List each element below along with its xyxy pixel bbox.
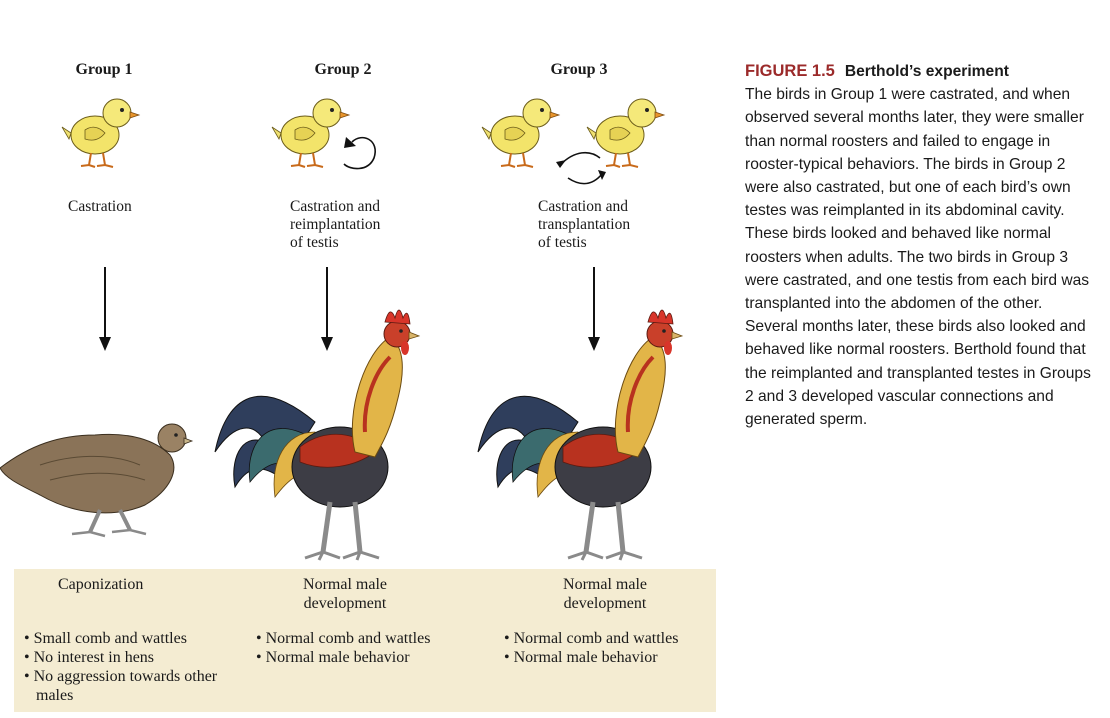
list-item: • No aggression towards other males (24, 667, 234, 705)
list-item: • No interest in hens (24, 648, 234, 667)
group-2-bullets (256, 629, 476, 667)
caption-text: The birds in Group 1 were castrated, and when observed several months later, they were smaller than normal roosters and failed to engage in rooster-typical behaviors. The birds in Group 2 were also castrated, but one of each bird’s own testes was reimplanted in its abdominal cavity. These birds looked and behaved like normal roosters when adults. The two birds in Group 3 were castrated, and one testis from each bird was transplanted into the abdomen of the other. Several months later, these birds also looked and behaved like normal roosters. Berthold found that the reimplanted and transplanted testes in Groups 2 and 3 developed vascular connections and generated sperm. (745, 86, 1091, 429)
list-item: • Normal male behavior (504, 648, 714, 667)
group-1-outcome: Caponization (58, 576, 144, 593)
group-2-arrowhead (321, 337, 333, 351)
group-1-arrow (104, 267, 106, 337)
group-2-outcome: Normal male development (303, 576, 387, 612)
group-3-chick-left (482, 99, 559, 167)
figure-title: Berthold’s experiment (844, 63, 1009, 80)
group-1-chick (62, 99, 139, 167)
group-3-bullets (504, 629, 714, 667)
list-item: • Small comb and wattles (24, 629, 234, 648)
group-3-arrow (593, 267, 595, 337)
group-3-rooster (478, 310, 682, 560)
group-3-arrowhead (588, 337, 600, 351)
swap-arrow-top (560, 153, 600, 165)
group-1-title: Group 1 (75, 61, 133, 78)
group-1-bullets (24, 629, 234, 705)
group-2-chick (272, 99, 349, 167)
list-item: • Normal male behavior (256, 648, 476, 667)
group-2-step: Castration and reimplantation of testis (290, 198, 381, 251)
group-2-rooster (215, 310, 419, 560)
figure-caption (745, 60, 1095, 431)
capon-illustration (0, 424, 192, 536)
group-3-outcome: Normal male development (563, 576, 647, 612)
swap-arrow-bottom (568, 174, 602, 184)
group-2-arrow (326, 267, 328, 337)
group-3-step: Castration and transplantation of testis (538, 198, 631, 251)
figure-number: FIGURE 1.5 (745, 62, 835, 80)
group-1-step: Castration (68, 198, 132, 215)
list-item: • Normal comb and wattles (504, 629, 714, 648)
group-3-title: Group 3 (550, 61, 608, 78)
list-item: • Normal comb and wattles (256, 629, 476, 648)
group-1-arrowhead (99, 337, 111, 351)
group-2-title: Group 2 (314, 61, 372, 78)
